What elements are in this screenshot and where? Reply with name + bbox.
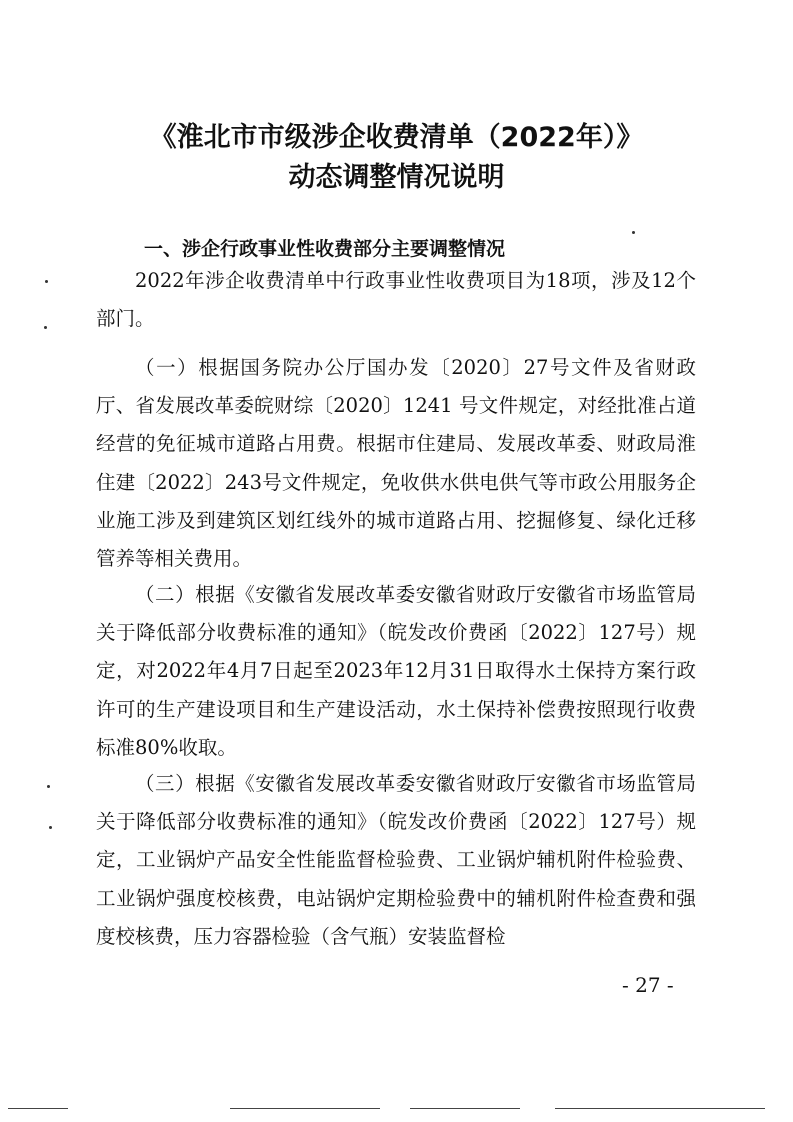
scan-edge-line [555,1108,765,1109]
page-number: - 27 - [622,973,674,997]
scan-speck [47,785,50,788]
scan-speck [45,280,48,283]
document-title-line-2: 动态调整情况说明 [288,162,505,193]
scan-edge-line [230,1108,380,1109]
scan-speck [44,326,47,329]
section-heading: 一、涉企行政事业性收费部分主要调整情况 [144,238,506,260]
scan-edge-line [410,1108,520,1109]
document-title-line-1: 《淮北市市级涉企收费清单（2022年）》 [149,122,644,153]
scan-speck [49,826,52,829]
scan-edge-line [8,1108,68,1109]
paragraph-item-2: （二）根据《安徽省发展改革委安徽省财政厅安徽省市场监管局关于降低部分收费标准的通知》（皖发改价费函〔2022〕127号）规定，对2022年4月7日起至2023年12月31日取得水土保持方案行政许可的生产建设项目和生产建设活动，水土保持补偿费按照现行收费标准80%收取。 [96,583,696,759]
paragraph-item-3: （三）根据《安徽省发展改革委安徽省财政厅安徽省市场监管局关于降低部分收费标准的通知》（皖发改价费函〔2022〕127号）规定，工业锅炉产品安全性能监督检验费、工业锅炉辅机附件检验费、工业锅炉强度校核费，电站锅炉定期检验费中的辅机附件检查费和强度校核费，压力容器检验（含气瓶）安装监督检 [96,772,696,948]
paragraph-item-1: （一）根据国务院办公厅国办发〔2020〕27号文件及省财政厅、省发展改革委皖财综〔2020〕1241 号文件规定，对经批准占道经营的免征城市道路占用费。根据市住建局、发展改革委、财政局淮住建〔2022〕243号文件规定，免收供水供电供气等市政公用服务企业施工涉及到建筑区划红线外的城市道路占用、挖掘修复、绿化迁移管养等相关费用。 [96,356,696,571]
paragraph-intro: 2022年涉企收费清单中行政事业性收费项目为18项，涉及12个部门。 [96,269,696,331]
scan-speck [632,231,635,234]
